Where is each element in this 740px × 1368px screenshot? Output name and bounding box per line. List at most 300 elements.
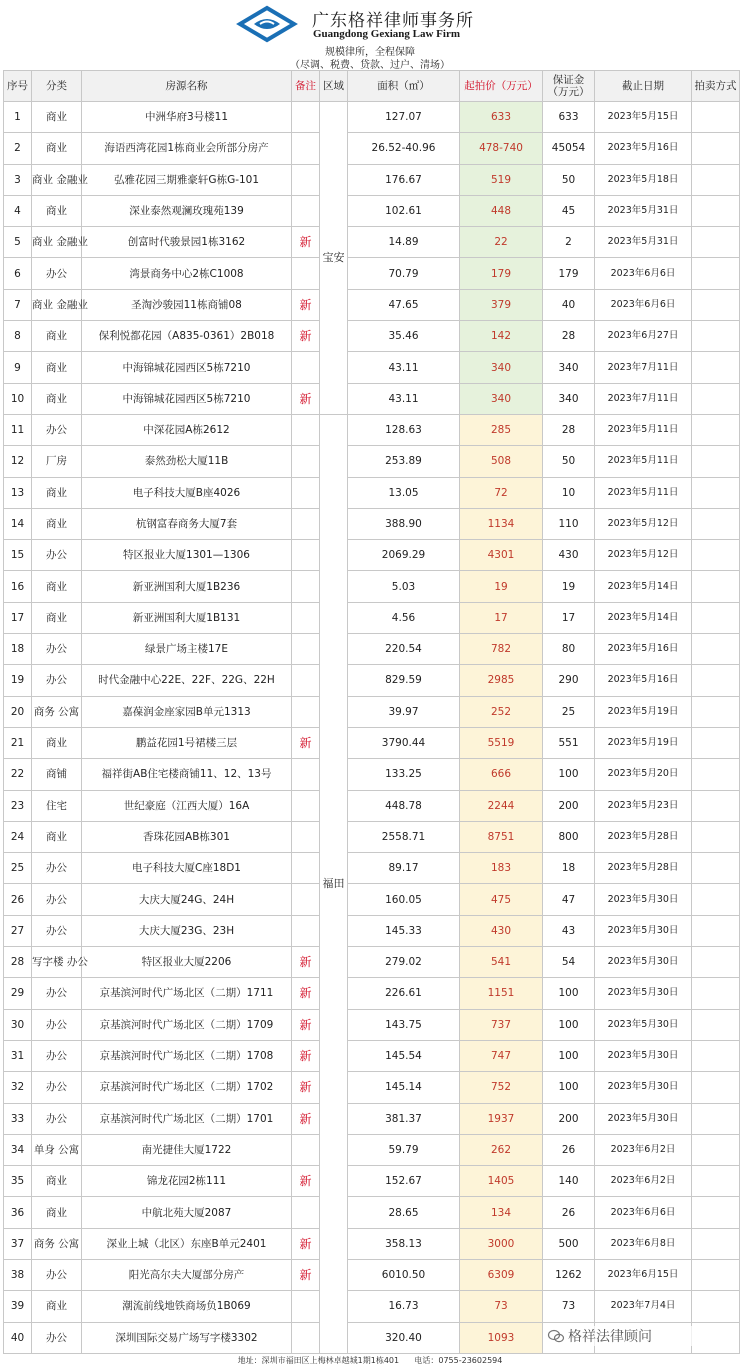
col-header-note: 备注 xyxy=(292,71,320,102)
table-row xyxy=(4,978,740,1009)
row-area: 358.13 xyxy=(348,1228,460,1259)
row-area: 43.11 xyxy=(348,383,460,414)
row-start-price: 541 xyxy=(460,947,543,978)
table-row xyxy=(4,508,740,539)
row-auction-method xyxy=(692,978,740,1009)
row-deadline: 2023年5月15日 xyxy=(595,102,692,133)
row-deadline: 2023年5月11日 xyxy=(595,477,692,508)
row-property-name: 泰然劲松大厦11B xyxy=(82,446,292,477)
row-auction-method xyxy=(692,133,740,164)
row-area: 279.02 xyxy=(348,947,460,978)
row-note-badge xyxy=(292,853,320,884)
row-no: 9 xyxy=(4,352,32,383)
row-deadline: 2023年5月28日 xyxy=(595,853,692,884)
row-start-price: 633 xyxy=(460,102,543,133)
row-no: 15 xyxy=(4,540,32,571)
row-note-badge xyxy=(292,634,320,665)
row-category: 办公 xyxy=(32,853,82,884)
row-auction-method xyxy=(692,477,740,508)
row-area: 381.37 xyxy=(348,1103,460,1134)
row-deadline: 2023年5月31日 xyxy=(595,195,692,226)
row-deadline: 2023年6月6日 xyxy=(595,258,692,289)
row-deposit: 50 xyxy=(543,446,595,477)
row-deposit: 54 xyxy=(543,947,595,978)
row-deadline: 2023年5月14日 xyxy=(595,571,692,602)
row-auction-method xyxy=(692,383,740,414)
row-auction-method xyxy=(692,947,740,978)
row-deposit: 340 xyxy=(543,383,595,414)
row-area: 2069.29 xyxy=(348,540,460,571)
table-row xyxy=(4,383,740,414)
row-start-price: 6309 xyxy=(460,1259,543,1290)
wechat-icon xyxy=(548,1329,564,1343)
row-category: 办公 xyxy=(32,1259,82,1290)
row-area: 16.73 xyxy=(348,1291,460,1322)
row-property-name: 中航北苑大厦2087 xyxy=(82,1197,292,1228)
row-note-badge xyxy=(292,790,320,821)
row-no: 37 xyxy=(4,1228,32,1259)
row-category: 商业 xyxy=(32,383,82,414)
row-deadline: 2023年6月6日 xyxy=(595,1197,692,1228)
row-note-badge: 新 xyxy=(292,978,320,1009)
row-property-name: 香珠花园AB栋301 xyxy=(82,821,292,852)
row-property-name: 深业上城（北区）东座B单元2401 xyxy=(82,1228,292,1259)
row-no: 19 xyxy=(4,665,32,696)
row-property-name: 湾景商务中心2栋C1008 xyxy=(82,258,292,289)
row-property-name: 福祥街AB住宅楼商铺11、12、13号 xyxy=(82,759,292,790)
row-deadline: 2023年7月11日 xyxy=(595,352,692,383)
row-area: 43.11 xyxy=(348,352,460,383)
row-category: 办公 xyxy=(32,540,82,571)
row-note-badge xyxy=(292,696,320,727)
row-deadline: 2023年5月19日 xyxy=(595,727,692,758)
row-deposit: 100 xyxy=(543,759,595,790)
row-note-badge xyxy=(292,195,320,226)
table-row xyxy=(4,602,740,633)
row-note-badge: 新 xyxy=(292,383,320,414)
row-start-price: 72 xyxy=(460,477,543,508)
row-area: 70.79 xyxy=(348,258,460,289)
row-no: 23 xyxy=(4,790,32,821)
row-deadline: 2023年6月8日 xyxy=(595,1228,692,1259)
firm-logo-icon xyxy=(236,6,298,42)
row-no: 18 xyxy=(4,634,32,665)
table-row xyxy=(4,195,740,226)
row-deposit: 633 xyxy=(543,102,595,133)
row-start-price: 5519 xyxy=(460,727,543,758)
row-deposit: 80 xyxy=(543,634,595,665)
table-row xyxy=(4,227,740,258)
row-start-price: 340 xyxy=(460,352,543,383)
row-property-name: 电子科技大厦C座18D1 xyxy=(82,853,292,884)
row-start-price: 1937 xyxy=(460,1103,543,1134)
row-deadline: 2023年6月27日 xyxy=(595,321,692,352)
row-deadline: 2023年5月16日 xyxy=(595,665,692,696)
firm-name-cn: 广东格祥律师事务所 xyxy=(312,11,474,31)
row-property-name: 中海锦城花园西区5栋7210 xyxy=(82,352,292,383)
row-no: 34 xyxy=(4,1134,32,1165)
row-no: 35 xyxy=(4,1166,32,1197)
row-deposit: 179 xyxy=(543,258,595,289)
row-start-price: 73 xyxy=(460,1291,543,1322)
row-category: 商务 公寓 xyxy=(32,1228,82,1259)
row-deadline: 2023年6月6日 xyxy=(595,289,692,320)
row-note-badge xyxy=(292,133,320,164)
row-area: 14.89 xyxy=(348,227,460,258)
row-deposit: 28 xyxy=(543,414,595,445)
row-note-badge xyxy=(292,665,320,696)
row-start-price: 1151 xyxy=(460,978,543,1009)
row-area: 28.65 xyxy=(348,1197,460,1228)
row-no: 8 xyxy=(4,321,32,352)
row-deposit: 100 xyxy=(543,1009,595,1040)
row-category: 办公 xyxy=(32,1040,82,1071)
row-note-badge xyxy=(292,884,320,915)
row-area: 89.17 xyxy=(348,853,460,884)
row-deadline: 2023年5月23日 xyxy=(595,790,692,821)
table-row xyxy=(4,352,740,383)
row-property-name: 锦龙花园2栋111 xyxy=(82,1166,292,1197)
row-property-name: 深业泰然观澜玫瑰苑139 xyxy=(82,195,292,226)
row-no: 4 xyxy=(4,195,32,226)
row-note-badge xyxy=(292,477,320,508)
row-note-badge: 新 xyxy=(292,1009,320,1040)
row-no: 29 xyxy=(4,978,32,1009)
row-note-badge xyxy=(292,915,320,946)
col-header-start-price: 起拍价（万元） xyxy=(460,71,543,102)
row-deadline: 2023年5月14日 xyxy=(595,602,692,633)
row-note-badge xyxy=(292,540,320,571)
table-row xyxy=(4,1072,740,1103)
row-category: 商业 xyxy=(32,195,82,226)
row-start-price: 2244 xyxy=(460,790,543,821)
row-deadline: 2023年5月30日 xyxy=(595,978,692,1009)
row-start-price: 1093 xyxy=(460,1322,543,1353)
row-area: 829.59 xyxy=(348,665,460,696)
row-auction-method xyxy=(692,414,740,445)
row-no: 38 xyxy=(4,1259,32,1290)
table-row xyxy=(4,634,740,665)
row-category: 商业 xyxy=(32,352,82,383)
row-note-badge xyxy=(292,759,320,790)
row-deadline: 2023年7月4日 xyxy=(595,1291,692,1322)
row-note-badge xyxy=(292,414,320,445)
row-start-price: 8751 xyxy=(460,821,543,852)
row-category: 办公 xyxy=(32,414,82,445)
row-category: 商业 xyxy=(32,1291,82,1322)
row-auction-method xyxy=(692,1103,740,1134)
row-area: 320.40 xyxy=(348,1322,460,1353)
row-note-badge xyxy=(292,571,320,602)
slogan-primary: 规模律所，全程保障 xyxy=(325,47,415,58)
row-no: 26 xyxy=(4,884,32,915)
row-property-name: 圣淘沙骏园11栋商铺08 xyxy=(82,289,292,320)
row-start-price: 22 xyxy=(460,227,543,258)
row-property-name: 创富时代骏景园1栋3162 xyxy=(82,227,292,258)
row-start-price: 478-740 xyxy=(460,133,543,164)
row-no: 3 xyxy=(4,164,32,195)
row-deadline: 2023年6月15日 xyxy=(595,1259,692,1290)
wechat-watermark xyxy=(548,1326,738,1346)
row-property-name: 京基滨河时代广场北区（二期）1702 xyxy=(82,1072,292,1103)
row-deposit: 73 xyxy=(543,1291,595,1322)
row-deadline: 2023年5月16日 xyxy=(595,634,692,665)
table-row xyxy=(4,446,740,477)
row-category: 商业 xyxy=(32,321,82,352)
row-start-price: 752 xyxy=(460,1072,543,1103)
row-auction-method xyxy=(692,1291,740,1322)
row-deposit: 18 xyxy=(543,853,595,884)
row-area: 160.05 xyxy=(348,884,460,915)
row-deposit: 28 xyxy=(543,321,595,352)
row-no: 7 xyxy=(4,289,32,320)
table-row xyxy=(4,1134,740,1165)
table-row xyxy=(4,102,740,133)
row-area: 176.67 xyxy=(348,164,460,195)
row-category: 商业 xyxy=(32,571,82,602)
row-category: 商业 xyxy=(32,1166,82,1197)
row-no: 39 xyxy=(4,1291,32,1322)
row-auction-method xyxy=(692,321,740,352)
row-property-name: 中深花园A栋2612 xyxy=(82,414,292,445)
row-category: 商业 金融业 xyxy=(32,289,82,320)
row-category: 写字楼 办公 xyxy=(32,947,82,978)
row-auction-method xyxy=(692,1166,740,1197)
row-deposit: 26 xyxy=(543,1197,595,1228)
row-no: 10 xyxy=(4,383,32,414)
row-area: 133.25 xyxy=(348,759,460,790)
row-deposit: 45054 xyxy=(543,133,595,164)
table-row xyxy=(4,884,740,915)
row-no: 22 xyxy=(4,759,32,790)
row-no: 17 xyxy=(4,602,32,633)
row-area: 145.14 xyxy=(348,1072,460,1103)
table-row xyxy=(4,915,740,946)
row-property-name: 大庆大厦24G、24H xyxy=(82,884,292,915)
row-category: 办公 xyxy=(32,634,82,665)
row-auction-method xyxy=(692,727,740,758)
row-auction-method xyxy=(692,102,740,133)
row-deadline: 2023年6月2日 xyxy=(595,1134,692,1165)
row-no: 36 xyxy=(4,1197,32,1228)
row-category: 商业 xyxy=(32,508,82,539)
row-no: 28 xyxy=(4,947,32,978)
row-category: 商业 xyxy=(32,1197,82,1228)
col-header-deposit: 保证金（万元） xyxy=(543,71,595,102)
row-deadline: 2023年5月30日 xyxy=(595,947,692,978)
row-note-badge xyxy=(292,446,320,477)
row-no: 21 xyxy=(4,727,32,758)
row-no: 32 xyxy=(4,1072,32,1103)
row-area: 3790.44 xyxy=(348,727,460,758)
col-header-auction-method: 拍卖方式 xyxy=(692,71,740,102)
row-auction-method xyxy=(692,1134,740,1165)
row-deposit: 200 xyxy=(543,790,595,821)
row-property-name: 绿景广场主楼17E xyxy=(82,634,292,665)
row-deposit: 17 xyxy=(543,602,595,633)
row-deadline: 2023年5月19日 xyxy=(595,696,692,727)
row-area: 59.79 xyxy=(348,1134,460,1165)
table-row xyxy=(4,759,740,790)
row-category: 商务 公寓 xyxy=(32,696,82,727)
table-row xyxy=(4,1259,740,1290)
row-category: 商业 xyxy=(32,727,82,758)
row-auction-method xyxy=(692,571,740,602)
row-no: 11 xyxy=(4,414,32,445)
row-no: 40 xyxy=(4,1322,32,1353)
table-row xyxy=(4,1009,740,1040)
row-property-name: 深圳国际交易广场写字楼3302 xyxy=(82,1322,292,1353)
row-start-price: 183 xyxy=(460,853,543,884)
row-auction-method xyxy=(692,540,740,571)
row-start-price: 179 xyxy=(460,258,543,289)
row-property-name: 南光捷佳大厦1722 xyxy=(82,1134,292,1165)
row-auction-method xyxy=(692,446,740,477)
row-start-price: 285 xyxy=(460,414,543,445)
row-property-name: 嘉葆润金座家园B单元1313 xyxy=(82,696,292,727)
footer-address: 地址：深圳市福田区上梅林卓越城1期1栋401 xyxy=(237,1356,400,1365)
row-category: 商业 xyxy=(32,602,82,633)
row-property-name: 世纪豪庭（江西大厦）16A xyxy=(82,790,292,821)
row-category: 商业 金融业 xyxy=(32,227,82,258)
row-area: 47.65 xyxy=(348,289,460,320)
region-cell: 宝安 xyxy=(320,102,348,415)
table-row xyxy=(4,289,740,320)
row-start-price: 1134 xyxy=(460,508,543,539)
row-start-price: 430 xyxy=(460,915,543,946)
table-row xyxy=(4,571,740,602)
row-area: 4.56 xyxy=(348,602,460,633)
row-property-name: 电子科技大厦B座4026 xyxy=(82,477,292,508)
row-no: 33 xyxy=(4,1103,32,1134)
row-auction-method xyxy=(692,1228,740,1259)
row-area: 145.33 xyxy=(348,915,460,946)
row-auction-method xyxy=(692,195,740,226)
table-header-row xyxy=(4,71,740,102)
row-deadline: 2023年5月30日 xyxy=(595,884,692,915)
row-start-price: 379 xyxy=(460,289,543,320)
row-no: 2 xyxy=(4,133,32,164)
row-no: 16 xyxy=(4,571,32,602)
row-area: 128.63 xyxy=(348,414,460,445)
row-deadline: 2023年5月16日 xyxy=(595,133,692,164)
row-auction-method xyxy=(692,853,740,884)
row-deposit: 45 xyxy=(543,195,595,226)
row-note-badge: 新 xyxy=(292,321,320,352)
row-no: 1 xyxy=(4,102,32,133)
row-note-badge: 新 xyxy=(292,727,320,758)
row-note-badge xyxy=(292,602,320,633)
table-row xyxy=(4,947,740,978)
row-start-price: 1405 xyxy=(460,1166,543,1197)
row-auction-method xyxy=(692,790,740,821)
row-category: 商业 xyxy=(32,477,82,508)
table-row xyxy=(4,133,740,164)
row-no: 6 xyxy=(4,258,32,289)
row-category: 商业 金融业 xyxy=(32,164,82,195)
table-row xyxy=(4,1197,740,1228)
row-start-price: 19 xyxy=(460,571,543,602)
table-row xyxy=(4,540,740,571)
row-deposit: 110 xyxy=(543,508,595,539)
property-table xyxy=(3,70,740,1354)
row-category: 办公 xyxy=(32,1103,82,1134)
row-deadline: 2023年6月2日 xyxy=(595,1166,692,1197)
row-category: 办公 xyxy=(32,258,82,289)
row-property-name: 京基滨河时代广场北区（二期）1708 xyxy=(82,1040,292,1071)
row-area: 152.67 xyxy=(348,1166,460,1197)
row-deposit: 800 xyxy=(543,821,595,852)
row-category: 办公 xyxy=(32,1009,82,1040)
col-header-deadline: 截止日期 xyxy=(595,71,692,102)
row-auction-method xyxy=(692,665,740,696)
row-area: 388.90 xyxy=(348,508,460,539)
slogan-services: （尽调、税费、贷款、过户、清场） xyxy=(290,60,450,71)
row-no: 12 xyxy=(4,446,32,477)
row-start-price: 134 xyxy=(460,1197,543,1228)
row-note-badge: 新 xyxy=(292,1040,320,1071)
row-property-name: 特区报业大厦2206 xyxy=(82,947,292,978)
row-deadline: 2023年5月11日 xyxy=(595,446,692,477)
row-note-badge xyxy=(292,102,320,133)
row-deadline: 2023年5月30日 xyxy=(595,915,692,946)
row-property-name: 鹏益花园1号裙楼三层 xyxy=(82,727,292,758)
row-area: 226.61 xyxy=(348,978,460,1009)
row-category: 商业 xyxy=(32,102,82,133)
row-auction-method xyxy=(692,915,740,946)
table-row xyxy=(4,696,740,727)
row-start-price: 519 xyxy=(460,164,543,195)
row-category: 商铺 xyxy=(32,759,82,790)
table-row xyxy=(4,477,740,508)
row-start-price: 666 xyxy=(460,759,543,790)
row-area: 145.54 xyxy=(348,1040,460,1071)
row-deposit: 1262 xyxy=(543,1259,595,1290)
row-property-name: 弘雅花园三期雅豪轩G栋G-101 xyxy=(82,164,292,195)
row-property-name: 中海锦城花园西区5栋7210 xyxy=(82,383,292,414)
row-area: 26.52-40.96 xyxy=(348,133,460,164)
row-deadline: 2023年5月30日 xyxy=(595,1103,692,1134)
row-deposit: 500 xyxy=(543,1228,595,1259)
row-category: 厂房 xyxy=(32,446,82,477)
row-start-price: 252 xyxy=(460,696,543,727)
row-auction-method xyxy=(692,1197,740,1228)
col-header-category: 分类 xyxy=(32,71,82,102)
row-deposit: 100 xyxy=(543,978,595,1009)
row-auction-method xyxy=(692,508,740,539)
row-property-name: 特区报业大厦1301—1306 xyxy=(82,540,292,571)
row-property-name: 杭钢富春商务大厦7套 xyxy=(82,508,292,539)
row-auction-method xyxy=(692,289,740,320)
row-start-price: 142 xyxy=(460,321,543,352)
row-no: 24 xyxy=(4,821,32,852)
row-deposit: 50 xyxy=(543,164,595,195)
header xyxy=(0,0,740,70)
row-deadline: 2023年5月30日 xyxy=(595,1009,692,1040)
row-deposit: 19 xyxy=(543,571,595,602)
row-property-name: 保利悦都花园（A835-0361）2B018 xyxy=(82,321,292,352)
footer xyxy=(0,1355,740,1366)
row-deadline: 2023年5月30日 xyxy=(595,1040,692,1071)
row-deposit: 551 xyxy=(543,727,595,758)
col-header-area: 面积（㎡） xyxy=(348,71,460,102)
footer-phone: 电话：0755-23602594 xyxy=(414,1356,503,1365)
row-start-price: 17 xyxy=(460,602,543,633)
table-row xyxy=(4,1291,740,1322)
row-deadline: 2023年5月20日 xyxy=(595,759,692,790)
row-deadline: 2023年5月31日 xyxy=(595,227,692,258)
col-header-region: 区域 xyxy=(320,71,348,102)
